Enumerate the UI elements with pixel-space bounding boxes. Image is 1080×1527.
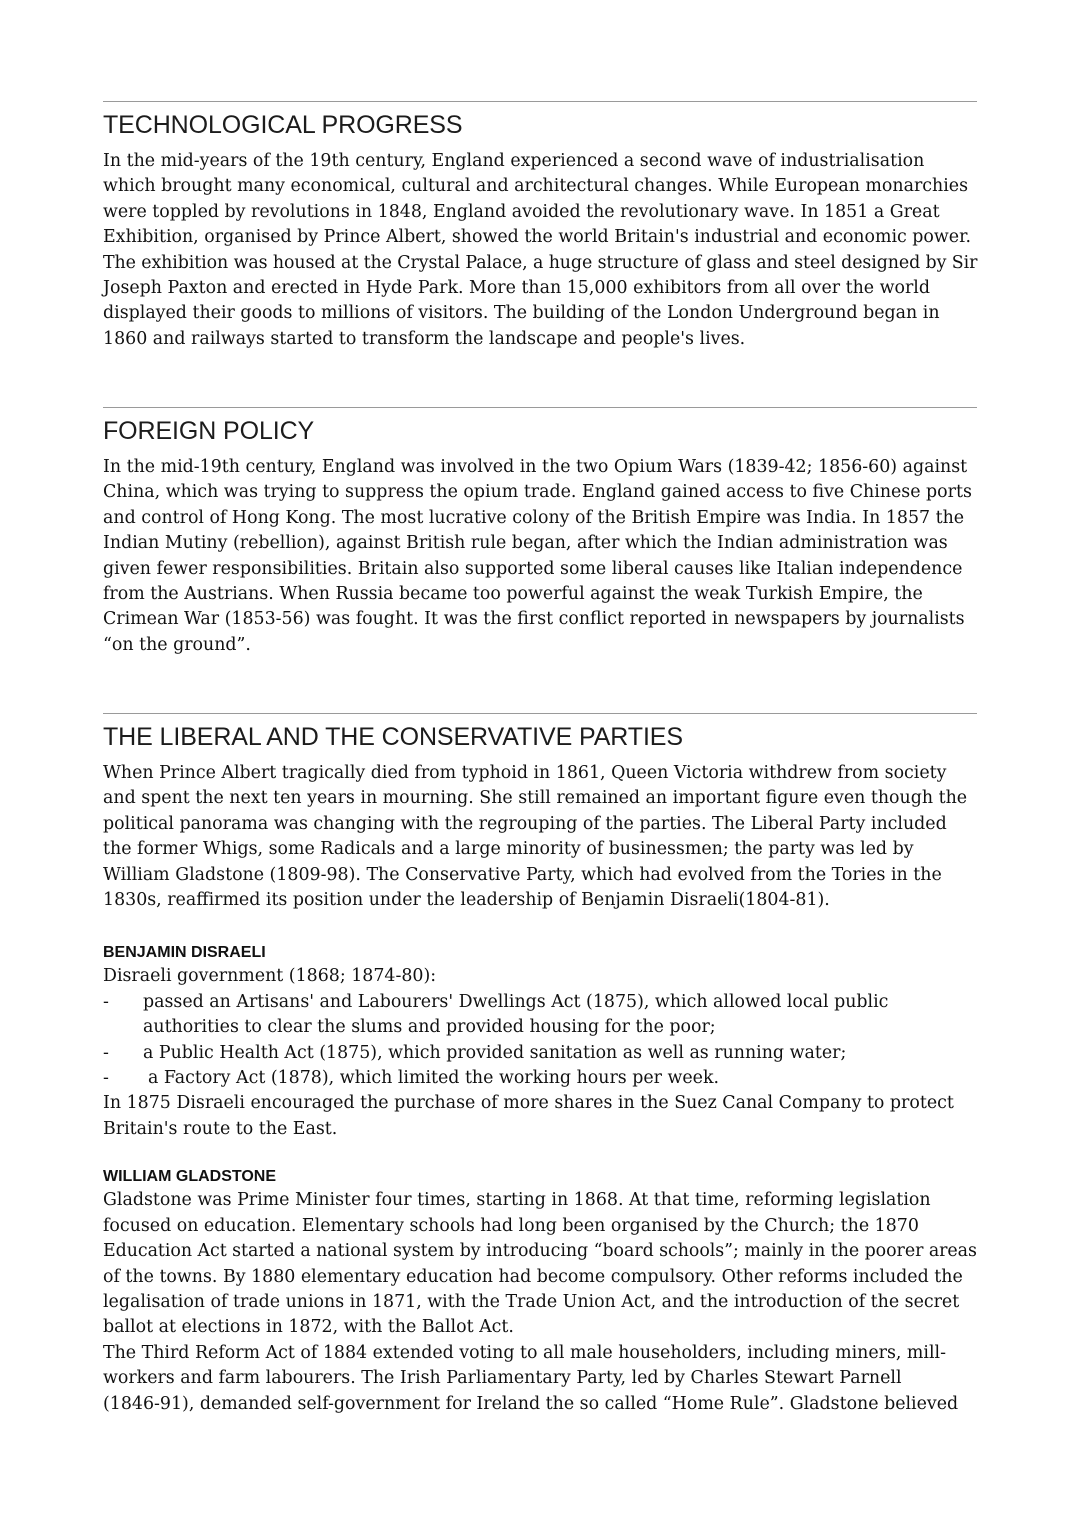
text-line: William Gladstone (1809-98). The Conservative Party, which had evolved from the Tories in the bbox=[103, 864, 942, 885]
bullet-continuation bbox=[103, 1015, 977, 1040]
subsection-body bbox=[103, 1188, 977, 1417]
text-line: were toppled by revolutions in 1848, England avoided the revolutionary wave. In 1851 a Great bbox=[103, 201, 940, 222]
text-line: Disraeli government (1868; 1874-80): bbox=[103, 966, 437, 987]
bullet-dash: - bbox=[103, 1042, 109, 1063]
text-line: The Third Reform Act of 1884 extended voting to all male householders, including miners, mill- bbox=[103, 1342, 946, 1363]
text-line: In 1875 Disraeli encouraged the purchase of more shares in the Suez Canal Company to protect bbox=[103, 1093, 954, 1114]
document-page bbox=[103, 101, 977, 1417]
text-line: and spent the next ten years in mourning. She still remained an important figure even though the bbox=[103, 788, 968, 809]
disraeli-block bbox=[103, 942, 977, 1142]
subsection-body bbox=[103, 964, 977, 1142]
bullet-dash: - bbox=[103, 991, 109, 1012]
text-line: In the mid-years of the 19th century, England experienced a second wave of industrialisation bbox=[103, 151, 925, 171]
text-line: focused on education. Elementary schools had long been organised by the Church; the 1870 bbox=[103, 1215, 919, 1236]
section-body bbox=[103, 149, 977, 352]
text-line: displayed their goods to millions of visitors. The building of the London Underground began in bbox=[103, 303, 940, 324]
subsection-heading: WILLIAM GLADSTONE bbox=[103, 1168, 277, 1186]
section-body bbox=[103, 761, 977, 913]
text-line: legalisation of trade unions in 1871, with the Trade Union Act, and the introduction of the secret bbox=[103, 1291, 960, 1312]
text-line: Indian Mutiny (rebellion), against British rule began, after which the Indian administration was bbox=[103, 533, 948, 554]
text-line: When Prince Albert tragically died from typhoid in 1861, Queen Victoria withdrew from society bbox=[103, 763, 947, 783]
text-line: “on the ground”. bbox=[103, 634, 251, 655]
gladstone-block bbox=[103, 1166, 977, 1417]
text-line: ballot at elections in 1872, with the Ballot Act. bbox=[103, 1317, 514, 1338]
bullet-text: passed an Artisans' and Labourers' Dwellings Act (1875), which allowed local public bbox=[143, 991, 889, 1012]
text-line: Britain's route to the East. bbox=[103, 1118, 338, 1139]
text-line: 1830s, reaffirmed its position under the leadership of Benjamin Disraeli(1804-81). bbox=[103, 890, 830, 911]
text-line: The exhibition was housed at the Crystal Palace, a huge structure of glass and steel designed by Sir bbox=[103, 252, 978, 273]
bullet-item bbox=[103, 1041, 977, 1066]
text-line: of the towns. By 1880 elementary education had become compulsory. Other reforms included the bbox=[103, 1266, 963, 1287]
bullet-text: a Factory Act (1878), which limited the working hours per week. bbox=[148, 1068, 720, 1089]
text-line: Education Act started a national system by introducing “board schools”; mainly in the poorer areas bbox=[103, 1241, 977, 1262]
section-divider bbox=[103, 407, 977, 408]
text-line: and control of Hong Kong. The most lucrative colony of the British Empire was India. In 1857 the bbox=[103, 507, 965, 528]
text-line: given fewer responsibilities. Britain also supported some liberal causes like Italian independence bbox=[103, 558, 963, 579]
section-technological-progress bbox=[103, 101, 977, 407]
text-line: Crimean War (1853-56) was fought. It was the first conflict reported in newspapers by journalists bbox=[103, 609, 965, 630]
text-line: from the Austrians. When Russia became too powerful against the weak Turkish Empire, the bbox=[103, 584, 923, 605]
section-body bbox=[103, 455, 977, 658]
bullet-text: authorities to clear the slums and provided housing for the poor; bbox=[143, 1017, 716, 1038]
section-liberal-conservative-parties bbox=[103, 713, 977, 1417]
section-heading: TECHNOLOGICAL PROGRESS bbox=[103, 111, 463, 139]
text-line: (1846-91), demanded self-government for Ireland the so called “Home Rule”. Gladstone believed bbox=[103, 1393, 959, 1414]
section-divider bbox=[103, 101, 977, 102]
section-divider bbox=[103, 713, 977, 714]
subsection-heading: BENJAMIN DISRAELI bbox=[103, 944, 266, 962]
text-line: In the mid-19th century, England was involved in the two Opium Wars (1839-42; 1856-60) against bbox=[103, 457, 968, 477]
text-line: workers and farm labourers. The Irish Parliamentary Party, led by Charles Stewart Parnell bbox=[103, 1368, 902, 1389]
text-line: political panorama was changing with the regrouping of the parties. The Liberal Party included bbox=[103, 813, 947, 834]
text-line: Exhibition, organised by Prince Albert, showed the world Britain's industrial and economic power. bbox=[103, 227, 971, 248]
text-line: 1860 and railways started to transform the landscape and people's lives. bbox=[103, 328, 746, 349]
text-line: which brought many economical, cultural and architectural changes. While European monarchies bbox=[103, 176, 968, 197]
section-foreign-policy bbox=[103, 407, 977, 713]
section-heading: FOREIGN POLICY bbox=[103, 417, 315, 445]
bullet-item bbox=[103, 990, 977, 1015]
text-line: Gladstone was Prime Minister four times, starting in 1868. At that time, reforming legislation bbox=[103, 1190, 931, 1211]
bullet-text: a Public Health Act (1875), which provided sanitation as well as running water; bbox=[143, 1042, 847, 1063]
text-line: Joseph Paxton and erected in Hyde Park. More than 15,000 exhibitors from all over the world bbox=[103, 278, 930, 299]
text-line: the former Whigs, some Radicals and a large minority of businessmen; the party was led by bbox=[103, 839, 914, 860]
bullet-item bbox=[103, 1066, 977, 1091]
section-heading: THE LIBERAL AND THE CONSERVATIVE PARTIES bbox=[103, 723, 683, 751]
text-line: China, which was trying to suppress the opium trade. England gained access to five Chinese ports bbox=[103, 482, 972, 503]
bullet-dash: - bbox=[103, 1068, 109, 1089]
